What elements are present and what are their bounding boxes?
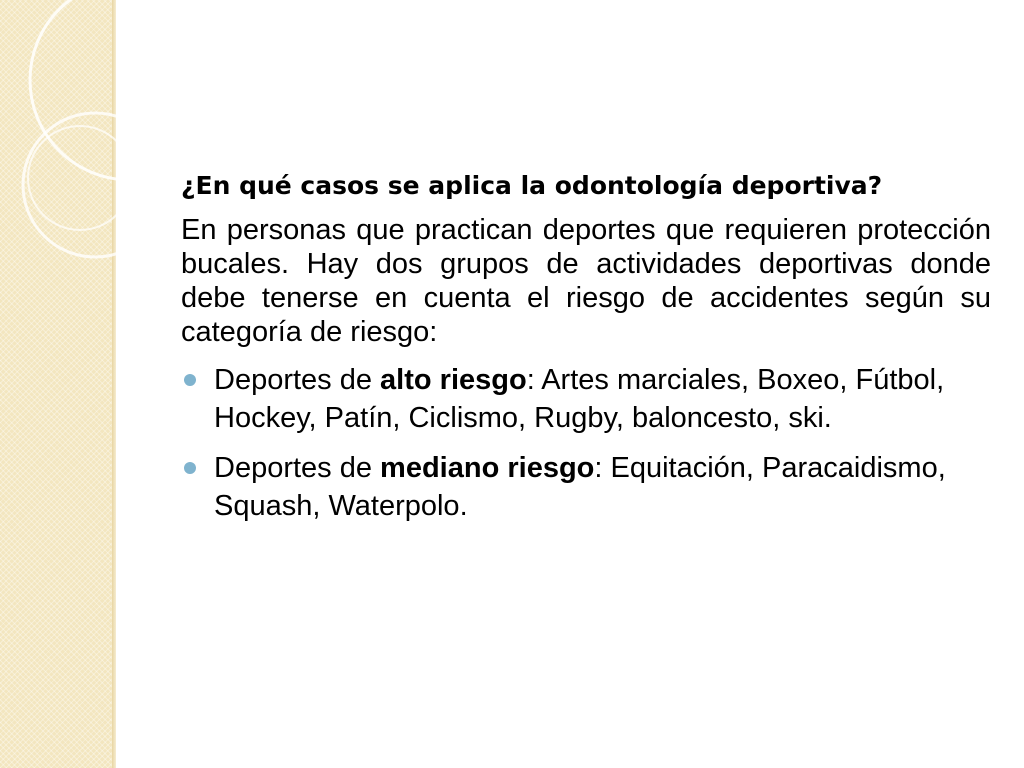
bullet-sports-medium-risk: : Equitación, Paracaidismo, Squash, Waterpolo. [214, 452, 946, 522]
decorative-ring-medium [23, 113, 167, 257]
bullet-term-medium-risk: mediano riesgo [380, 452, 595, 484]
intro-paragraph: En personas que practican deportes que requieren protección bucales. Hay dos grupos de actividades deportivas donde debe tenerse en cuenta el riesgo de accidentes según su categoría de riesgo: [181, 214, 991, 348]
slide-content [181, 168, 991, 537]
bullet-dot-icon [184, 462, 196, 474]
list-item-high-risk [181, 361, 991, 437]
bullet-dot-icon [184, 374, 196, 386]
risk-category-list [181, 361, 991, 525]
bullet-term-high-risk: alto riesgo [380, 364, 527, 396]
bullet-prefix: Deportes de [214, 364, 381, 396]
bullet-sports-high-risk: : Artes marciales, Boxeo, Fútbol, Hockey, Patín, Ciclismo, Rugby, baloncesto, ski. [214, 364, 945, 434]
list-item-medium-risk [181, 449, 991, 525]
decorative-ring-large [30, 0, 230, 180]
slide-question: ¿En qué casos se aplica la odontología deportiva? [181, 171, 883, 200]
bullet-prefix: Deportes de [214, 452, 381, 484]
